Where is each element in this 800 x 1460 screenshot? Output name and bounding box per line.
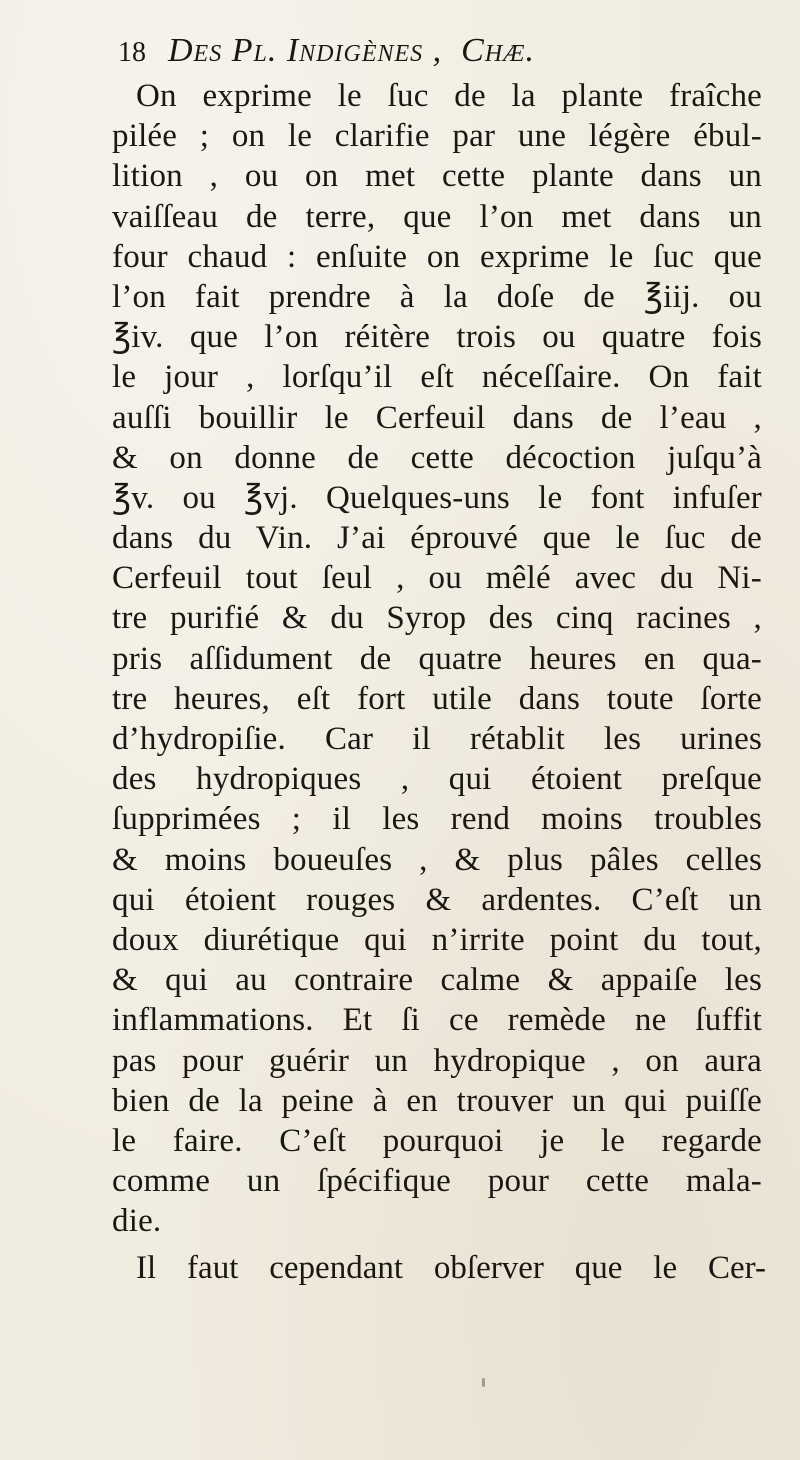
text-line: le jour , lorſqu’il eſt néceſſaire. On fait: [112, 359, 762, 396]
text-line: ſupprimées ; il les rend moins troubles: [112, 801, 762, 838]
text-line: On exprime le ſuc de la plante fraîche: [136, 78, 762, 114]
text-line: pris aſſidument de quatre heures en qua-: [112, 640, 762, 677]
next-paragraph-line: Il faut cependant obſerver que le Cer-: [136, 1250, 766, 1286]
text-line: four chaud : enſuite on exprime le ſuc que: [112, 238, 762, 275]
text-line: & qui au contraire calme & appaiſe les: [112, 962, 762, 999]
text-line: comme un ſpécifique pour cette mala-: [112, 1163, 762, 1200]
running-title: Des Pl. Indigènes , Chæ.: [168, 32, 535, 69]
text-line: l’on fait prendre à la doſe de ℥iij. ou: [112, 278, 762, 315]
text-line: & moins boueuſes , & plus pâles celles: [112, 841, 762, 878]
text-line: doux diurétique qui n’irrite point du tout,: [112, 921, 762, 958]
page-number: 18: [118, 37, 146, 68]
text-line: pas pour guérir un hydropique , on aura: [112, 1042, 762, 1079]
text-line: qui étoient rouges & ardentes. C’eſt un: [112, 881, 762, 918]
text-line: pilée ; on le clarifie par une légère ébul-: [112, 118, 762, 155]
text-line: tre heures, eſt fort utile dans toute ſorte: [112, 680, 762, 717]
text-line: vaiſſeau de terre, que l’on met dans un: [112, 198, 762, 235]
text-line: dans du Vin. J’ai éprouvé que le ſuc de: [112, 520, 762, 557]
text-line: Cerfeuil tout ſeul , ou mêlé avec du Ni-: [112, 560, 762, 597]
text-line: inflammations. Et ſi ce remède ne ſuffit: [112, 1002, 762, 1039]
text-line: des hydropiques , qui étoient preſque: [112, 761, 762, 798]
text-line: tre purifié & du Syrop des cinq racines ,: [112, 600, 762, 637]
text-line: d’hydropiſie. Car il rétablit les urines: [112, 721, 762, 757]
text-line: die.: [112, 1203, 162, 1240]
paper-speck: [482, 1378, 485, 1387]
text-line: & on donne de cette décoction juſqu’à: [112, 439, 762, 476]
running-head: [118, 32, 758, 80]
paragraph: [112, 76, 762, 1241]
text-line: ℥iv. que l’on réitère trois ou quatre fois: [112, 319, 762, 356]
text-line: auſſi bouillir le Cerfeuil dans de l’eau ,: [112, 399, 762, 436]
text-line: le faire. C’eſt pourquoi je le regarde: [112, 1122, 762, 1159]
text-line: ℥v. ou ℥vj. Quelques-uns le font infuſer: [112, 479, 762, 516]
text-line: bien de la peine à en trouver un qui puiſſe: [112, 1082, 762, 1119]
text-line: lition , ou on met cette plante dans un: [112, 158, 762, 195]
